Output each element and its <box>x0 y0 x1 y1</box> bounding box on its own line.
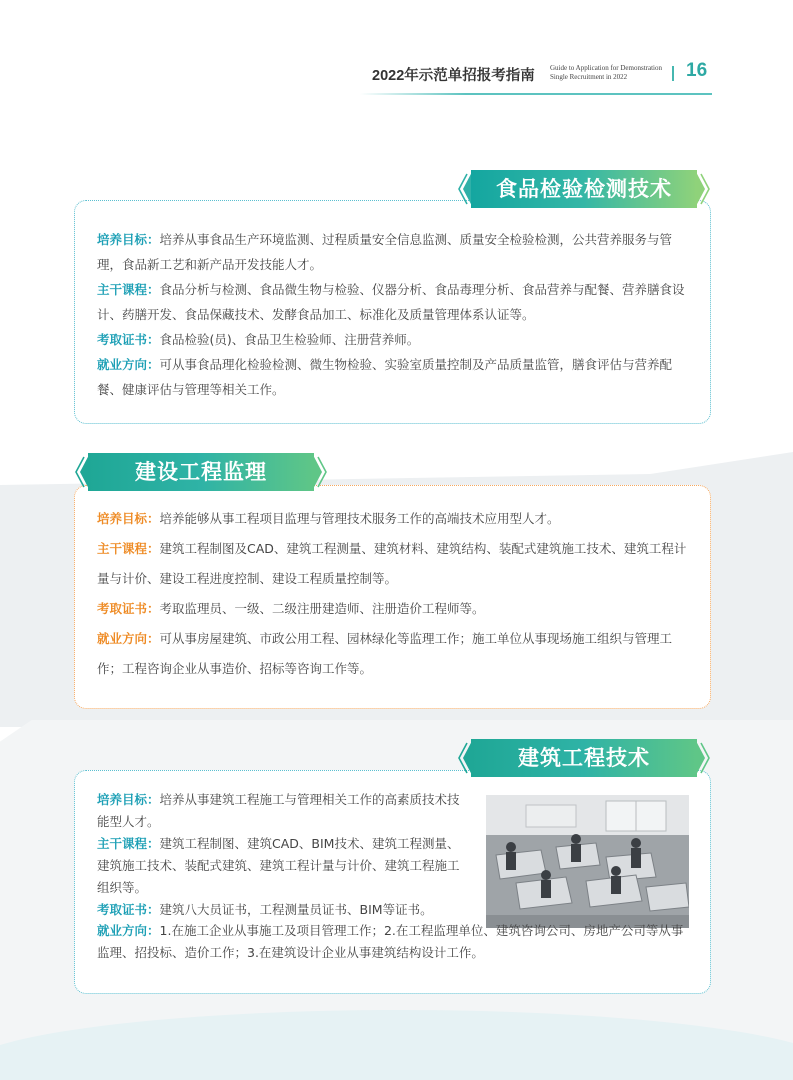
header-title: 2022年示范单招报考指南 <box>372 68 535 84</box>
row-text: 1.在施工企业从事施工及项目管理工作；2.在工程监理单位、建筑咨询公司、房地产公司等从事监理、招投标、造价工作；3.在建筑设计企业从事建筑结构设计工作。 <box>97 923 684 960</box>
row-text: 培养从事建筑工程施工与管理相关工作的高素质技术技能型人才。 <box>97 792 460 829</box>
row-label: 主干课程： <box>97 836 160 851</box>
info-row <box>97 920 690 964</box>
classroom-photo-illustration <box>486 795 689 928</box>
section-content <box>97 920 690 964</box>
header-divider <box>672 66 674 81</box>
section-content <box>97 227 690 402</box>
info-row <box>97 899 469 921</box>
row-text: 考取监理员、一级、二级注册建造师、注册造价工程师等。 <box>159 601 485 616</box>
row-label: 就业方向： <box>97 923 160 938</box>
row-text: 建筑工程制图、建筑CAD、BIM技术、建筑工程测量、建筑施工技术、装配式建筑、建筑工程计量与计价、建筑工程施工组织等。 <box>97 836 460 895</box>
row-label: 主干课程： <box>97 541 160 556</box>
row-text: 建筑工程制图及CAD、建筑工程测量、建筑材料、建筑结构、装配式建筑施工技术、建筑工程计量与计价、建设工程进度控制、建设工程质量控制等。 <box>97 541 687 586</box>
row-label: 培养目标： <box>97 792 160 807</box>
row-label: 就业方向： <box>97 357 160 372</box>
row-label: 考取证书： <box>97 601 160 616</box>
section-title-banner <box>74 453 328 491</box>
section-title-banner <box>457 739 711 777</box>
row-label: 考取证书： <box>97 332 160 347</box>
row-label: 培养目标： <box>97 232 160 247</box>
row-text: 食品检验(员)、食品卫生检验师、注册营养师。 <box>159 332 420 347</box>
row-text: 可从事食品理化检验检测、微生物检验、实验室质量控制及产品质量监管，膳食评估与营养配餐、健康评估与管理等相关工作。 <box>97 357 673 397</box>
row-text: 建筑八大员证书，工程测量员证书、BIM等证书。 <box>159 902 433 917</box>
row-label: 就业方向： <box>97 631 160 646</box>
header-english-line: Single Recruitment in 2022 <box>550 73 628 81</box>
row-text: 培养能够从事工程项目监理与管理技术服务工作的高端技术应用型人才。 <box>159 511 560 526</box>
info-row <box>97 352 690 402</box>
page-number: 16 <box>686 60 708 81</box>
section-content <box>97 504 690 684</box>
header-rule <box>360 93 712 95</box>
section-title: 建设工程监理 <box>135 460 267 484</box>
info-row <box>97 833 469 899</box>
section-title: 建筑工程技术 <box>518 746 650 770</box>
row-text: 培养从事食品生产环境监测、过程质量安全信息监测、质量安全检验检测，公共营养服务与管理，食品新工艺和新产品开发技能人才。 <box>97 232 673 272</box>
row-text: 食品分析与检测、食品微生物与检验、仪器分析、食品毒理分析、食品营养与配餐、营养膳食设计、药膳开发、食品保藏技术、发酵食品加工、标准化及质量管理体系认证等。 <box>97 282 685 322</box>
section-title: 食品检验检测技术 <box>496 177 672 201</box>
info-row <box>97 789 469 833</box>
info-row <box>97 534 690 594</box>
row-label: 考取证书： <box>97 902 160 917</box>
section-title-banner <box>457 170 711 208</box>
info-row <box>97 504 690 534</box>
section-content <box>97 789 469 921</box>
page-header <box>0 60 793 100</box>
header-english-title <box>550 64 662 82</box>
row-text: 可从事房屋建筑、市政公用工程、园林绿化等监理工作；施工单位从事现场施工组织与管理工作；工程咨询企业从事造价、招标等咨询工作等。 <box>97 631 673 676</box>
info-row <box>97 327 690 352</box>
info-row <box>97 227 690 277</box>
info-row <box>97 277 690 327</box>
row-label: 培养目标： <box>97 511 160 526</box>
info-row <box>97 594 690 624</box>
info-row <box>97 624 690 684</box>
classroom-photo <box>486 795 689 928</box>
row-label: 主干课程： <box>97 282 160 297</box>
header-english-line: Guide to Application for Demonstration <box>550 64 662 72</box>
